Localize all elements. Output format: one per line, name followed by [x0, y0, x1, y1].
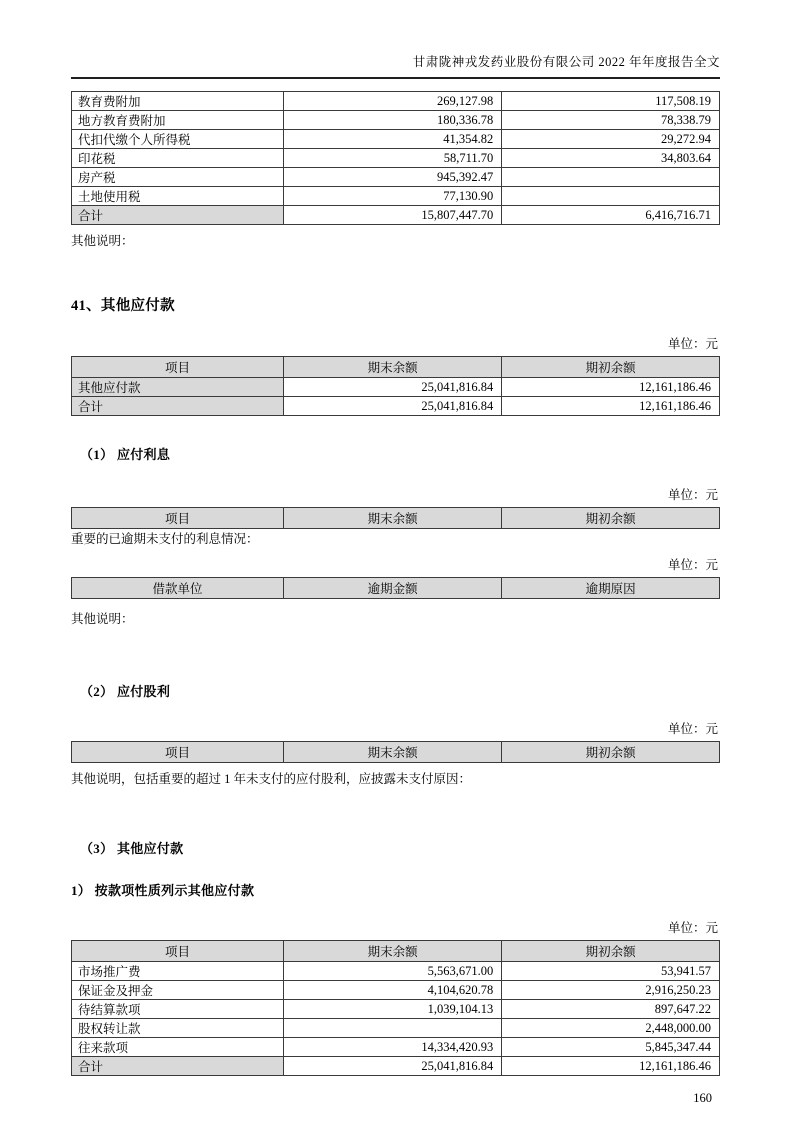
row-value: 1,039,104.13 — [283, 1000, 501, 1019]
row-value: 5,563,671.00 — [283, 962, 501, 981]
row-value: 897,647.22 — [502, 1000, 720, 1019]
row-label: 保证金及押金 — [72, 981, 284, 1000]
row-value: 2,448,000.00 — [502, 1019, 720, 1038]
row-value: 12,161,186.46 — [502, 397, 720, 416]
column-header: 期末余额 — [283, 508, 501, 529]
table-header-row — [72, 357, 720, 378]
row-label: 教育费附加 — [72, 92, 284, 111]
row-value: 53,941.57 — [502, 962, 720, 981]
row-value: 25,041,816.84 — [283, 378, 501, 397]
row-value: 4,104,620.78 — [283, 981, 501, 1000]
other-payables-by-nature-table — [71, 940, 720, 1076]
column-header: 期初余额 — [502, 508, 720, 529]
table-row — [72, 1038, 720, 1057]
row-value: 41,354.82 — [283, 130, 501, 149]
row-value: 12,161,186.46 — [502, 1057, 720, 1076]
table-row — [72, 149, 720, 168]
table-row — [72, 168, 720, 187]
row-value: 78,338.79 — [502, 111, 720, 130]
row-label: 待结算款项 — [72, 1000, 284, 1019]
row-value: 25,041,816.84 — [283, 397, 501, 416]
column-header: 项目 — [72, 941, 284, 962]
row-value: 15,807,447.70 — [283, 206, 501, 225]
page-number: 160 — [693, 1091, 712, 1105]
row-value: 12,161,186.46 — [502, 378, 720, 397]
row-value: 117,508.19 — [502, 92, 720, 111]
overdue-interest-note: 重要的已逾期未支付的利息情况： — [71, 532, 259, 546]
table-row — [72, 111, 720, 130]
table-row — [72, 981, 720, 1000]
table-header-row — [72, 578, 720, 599]
other-payables-summary-table — [71, 356, 720, 416]
table-row — [72, 1019, 720, 1038]
table-row — [72, 962, 720, 981]
table-row — [72, 378, 720, 397]
row-label: 土地使用税 — [72, 187, 284, 206]
column-header: 项目 — [72, 508, 284, 529]
row-value — [502, 187, 720, 206]
row-value: 5,845,347.44 — [502, 1038, 720, 1057]
table-row — [72, 130, 720, 149]
table-row — [72, 397, 720, 416]
other-payables-heading: （3） 其他应付款 — [80, 841, 184, 856]
unit-label: 单位：元 — [667, 337, 718, 351]
dividends-other-note: 其他说明，包括重要的超过 1 年未支付的应付股利，应披露未支付原因： — [71, 772, 472, 786]
row-label: 股权转让款 — [72, 1019, 284, 1038]
row-value: 180,336.78 — [283, 111, 501, 130]
column-header: 借款单位 — [72, 578, 284, 599]
interest-payable-table — [71, 507, 720, 529]
row-label: 其他应付款 — [72, 378, 284, 397]
report-header-title: 甘肃陇神戎发药业股份有限公司 2022 年年度报告全文 — [71, 52, 720, 79]
other-note: 其他说明： — [71, 612, 134, 626]
table-row — [72, 1057, 720, 1076]
row-label: 市场推广费 — [72, 962, 284, 981]
unit-label: 单位：元 — [667, 921, 718, 935]
table-row — [72, 206, 720, 225]
overdue-interest-table — [71, 577, 720, 599]
column-header: 逾期金额 — [283, 578, 501, 599]
table-row — [72, 187, 720, 206]
column-header: 期末余额 — [283, 742, 501, 763]
unit-label: 单位：元 — [667, 722, 718, 736]
column-header: 项目 — [72, 357, 284, 378]
table-header-row — [72, 508, 720, 529]
table-header-row — [72, 742, 720, 763]
row-value: 6,416,716.71 — [502, 206, 720, 225]
row-label: 印花税 — [72, 149, 284, 168]
row-label: 地方教育费附加 — [72, 111, 284, 130]
column-header: 期初余额 — [502, 357, 720, 378]
row-value — [283, 1019, 501, 1038]
row-label: 合计 — [72, 206, 284, 225]
column-header: 期初余额 — [502, 742, 720, 763]
table-header-row — [72, 941, 720, 962]
unit-label: 单位：元 — [667, 558, 718, 572]
column-header: 期初余额 — [502, 941, 720, 962]
section-41-heading: 41、其他应付款 — [71, 298, 175, 314]
row-value — [502, 168, 720, 187]
row-value: 34,803.64 — [502, 149, 720, 168]
row-value: 14,334,420.93 — [283, 1038, 501, 1057]
unit-label: 单位：元 — [667, 488, 718, 502]
other-note: 其他说明： — [71, 234, 134, 248]
row-value: 269,127.98 — [283, 92, 501, 111]
interest-payable-heading: （1） 应付利息 — [80, 447, 171, 462]
column-header: 期末余额 — [283, 357, 501, 378]
row-value: 29,272.94 — [502, 130, 720, 149]
row-label: 合计 — [72, 1057, 284, 1076]
row-value: 2,916,250.23 — [502, 981, 720, 1000]
table-row — [72, 1000, 720, 1019]
row-value: 945,392.47 — [283, 168, 501, 187]
row-value: 77,130.90 — [283, 187, 501, 206]
table-row — [72, 92, 720, 111]
dividends-payable-heading: （2） 应付股利 — [80, 684, 171, 699]
row-label: 往来款项 — [72, 1038, 284, 1057]
row-label: 合计 — [72, 397, 284, 416]
row-label: 房产税 — [72, 168, 284, 187]
row-value: 58,711.70 — [283, 149, 501, 168]
dividends-payable-table — [71, 741, 720, 763]
other-payables-by-nature-heading: 1） 按款项性质列示其他应付款 — [71, 883, 255, 898]
column-header: 项目 — [72, 742, 284, 763]
column-header: 逾期原因 — [502, 578, 720, 599]
column-header: 期末余额 — [283, 941, 501, 962]
row-value: 25,041,816.84 — [283, 1057, 501, 1076]
row-label: 代扣代缴个人所得税 — [72, 130, 284, 149]
taxes-payable-table — [71, 91, 720, 225]
